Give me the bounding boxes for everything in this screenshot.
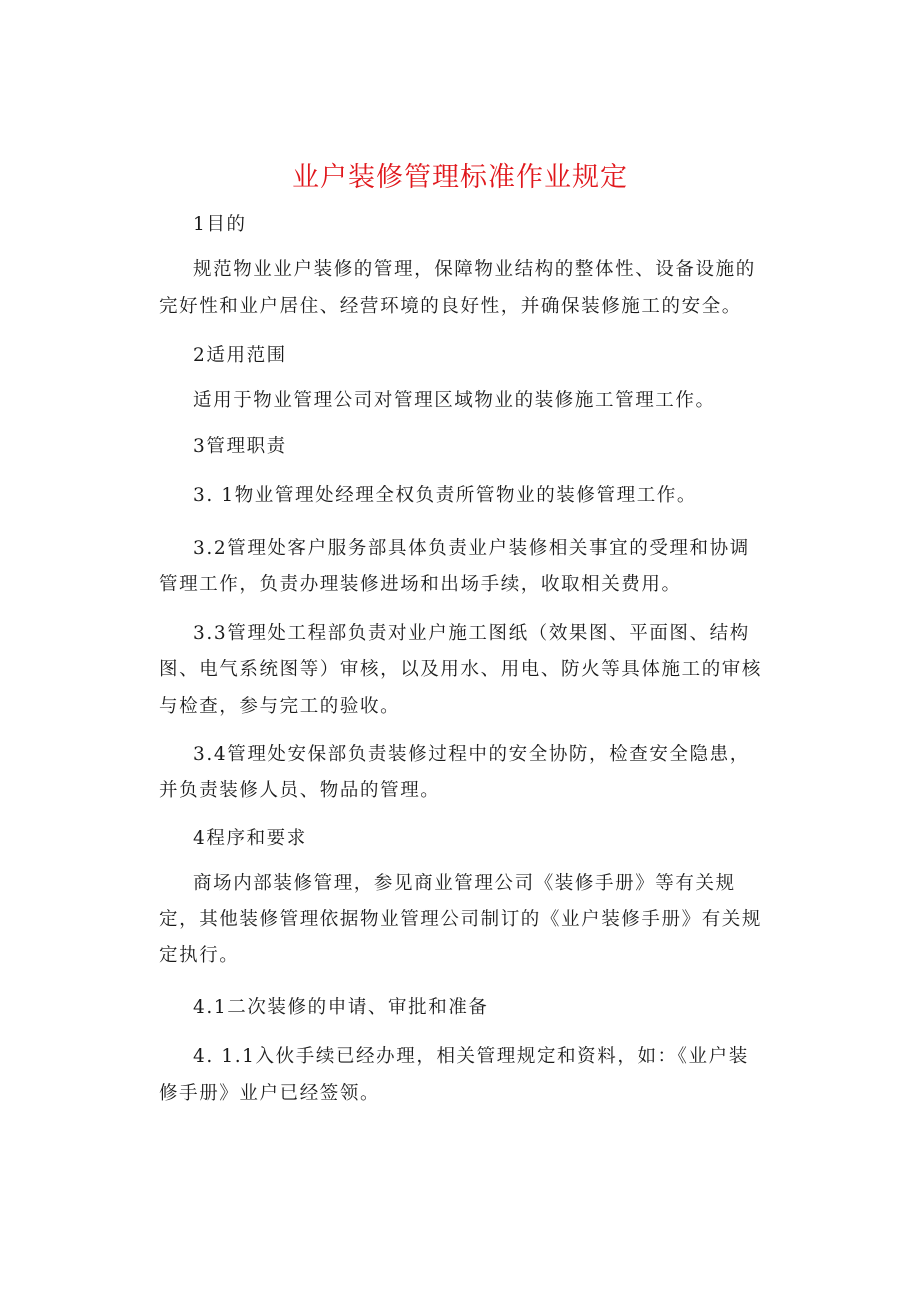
paragraph-line: 适用于物业管理公司对管理区域物业的装修施工管理工作。 bbox=[193, 390, 716, 411]
paragraph-line: 3. 1物业管理处经理全权负责所管物业的装修管理工作。 bbox=[193, 485, 698, 506]
paragraph-line: 修手册》业户已经签领。 bbox=[159, 1083, 381, 1104]
paragraph-line: 3.2管理处客户服务部具体负责业户装修相关事宜的受理和协调 bbox=[193, 538, 750, 559]
paragraph-line: 图、电气系统图等）审核，以及用水、用电、防火等具体施工的审核 bbox=[159, 659, 763, 680]
paragraph-line: 商场内部装修管理，参见商业管理公司《装修手册》等有关规 bbox=[193, 873, 736, 894]
heading-procedures: 4程序和要求 bbox=[193, 828, 307, 849]
paragraph-line: 4. 1.1入伙手续已经办理，相关管理规定和资料，如：《业户装 bbox=[193, 1046, 749, 1067]
paragraph-line: 与检查，参与完工的验收。 bbox=[159, 696, 401, 717]
document-title: 业户装修管理标准作业规定 bbox=[292, 162, 628, 193]
paragraph-line: 3.3管理处工程部负责对业户施工图纸（效果图、平面图、结构 bbox=[193, 623, 750, 644]
paragraph-line: 并负责装修人员、物品的管理。 bbox=[159, 780, 441, 801]
paragraph-line: 3.4管理处安保部负责装修过程中的安全协防，检查安全隐患， bbox=[193, 744, 750, 765]
heading-purpose: 1目的 bbox=[193, 214, 247, 235]
paragraph-line: 定，其他装修管理依据物业管理公司制订的《业户装修手册》有关规 bbox=[159, 909, 763, 930]
paragraph-line: 管理工作，负责办理装修进场和出场手续，收取相关费用。 bbox=[159, 574, 682, 595]
heading-responsibilities: 3管理职责 bbox=[193, 436, 287, 457]
paragraph-line: 定执行。 bbox=[159, 945, 240, 966]
heading-application: 4.1二次装修的申请、审批和准备 bbox=[193, 997, 489, 1018]
paragraph-line: 完好性和业户居住、经营环境的良好性，并确保装修施工的安全。 bbox=[159, 296, 742, 317]
heading-scope: 2适用范围 bbox=[193, 345, 287, 366]
paragraph-line: 规范物业业户装修的管理，保障物业结构的整体性、设备设施的 bbox=[193, 259, 756, 280]
